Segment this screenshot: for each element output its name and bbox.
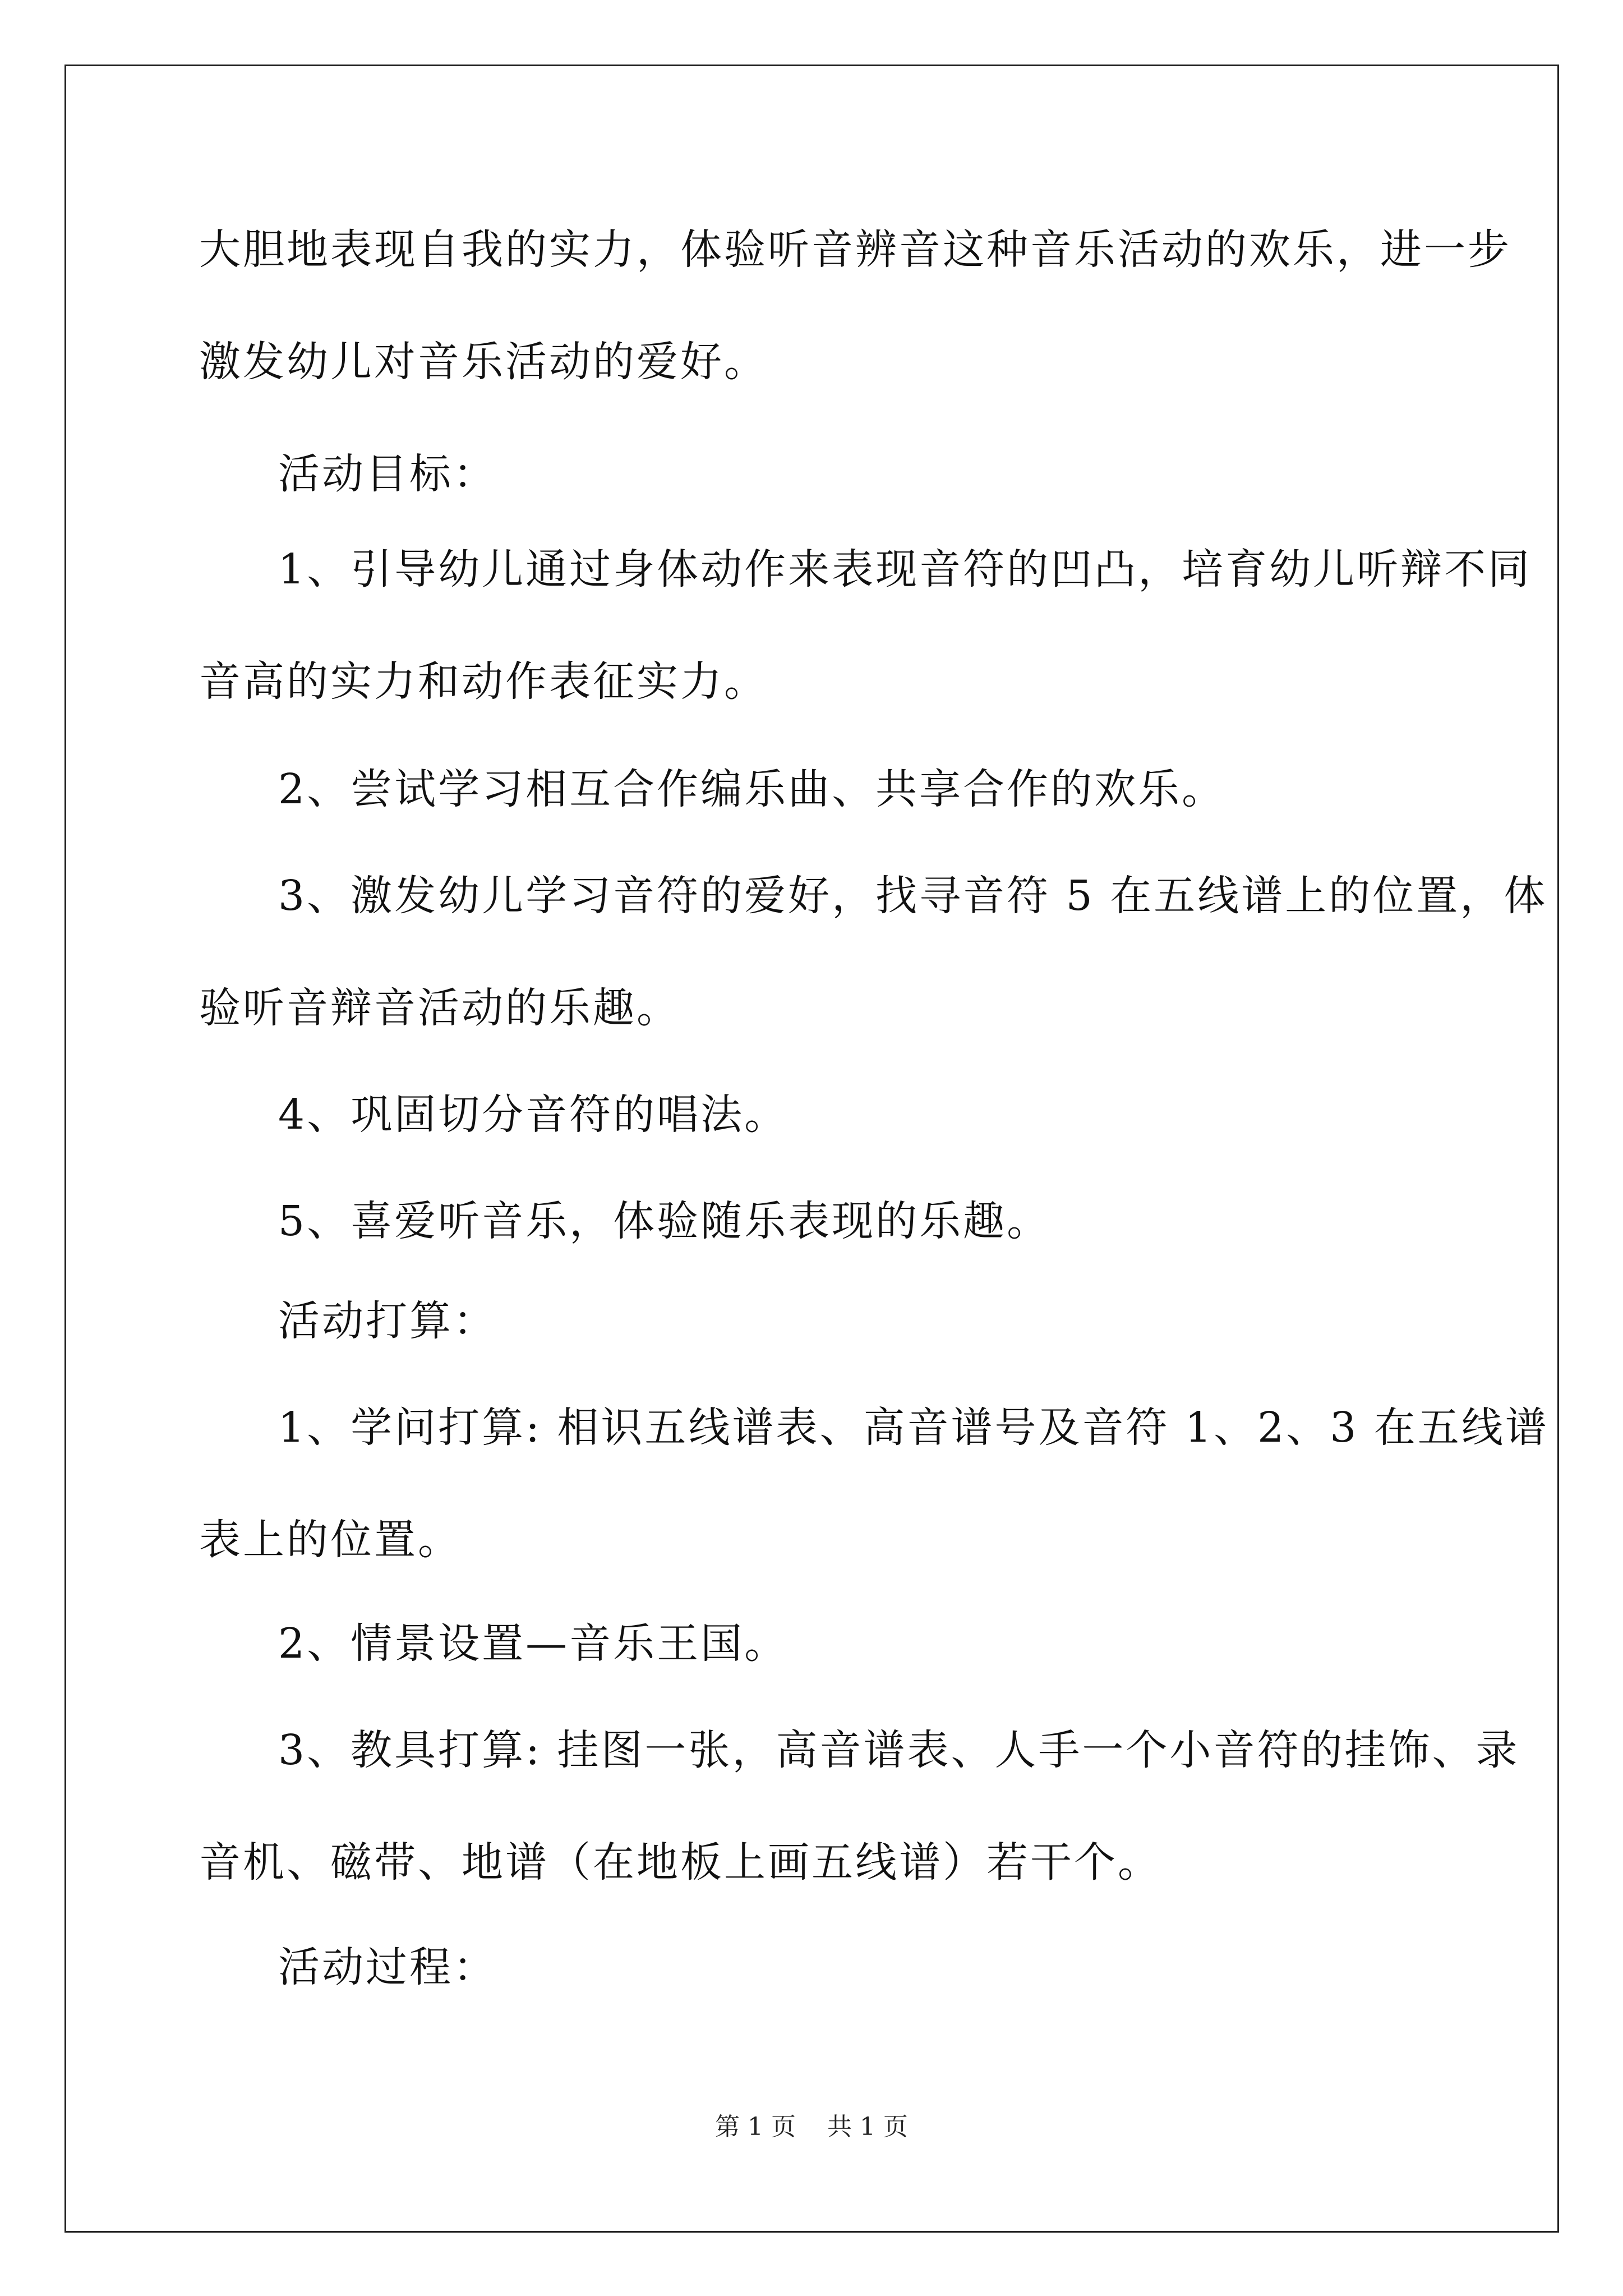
list-item-continuation: 验听音辩音活动的乐趣。	[199, 984, 680, 1032]
list-item: 2、情景设置—音乐王国。	[278, 1619, 789, 1668]
list-item-continuation: 表上的位置。	[199, 1516, 462, 1564]
list-item: 2、尝试学习相互合作编乐曲、共享合作的欢乐。	[278, 765, 1226, 813]
section-heading: 活动目标：	[278, 450, 497, 498]
list-item: 1、引导幼儿通过身体动作来表现音符的凹凸，培育幼儿听辩不同	[278, 545, 1532, 593]
section-heading: 活动过程：	[278, 1943, 497, 1991]
list-item: 3、激发幼儿学习音符的爱好，找寻音符 5 在五线谱上的位置，体	[278, 872, 1548, 920]
list-item: 1、学问打算: 相识五线谱表、高音谱号及音符 1、2、3 在五线谱	[278, 1404, 1549, 1452]
section-heading: 活动打算：	[278, 1297, 497, 1345]
list-item: 3、教具打算: 挂图一张，高音谱表、人手一个小音符的挂饰、录	[278, 1726, 1520, 1774]
paragraph-line: 激发幼儿对音乐活动的爱好。	[199, 338, 768, 386]
list-item-continuation: 音高的实力和动作表征实力。	[199, 657, 768, 706]
paragraph-line: 大胆地表现自我的实力，体验听音辨音这种音乐活动的欢乐，进一步	[199, 226, 1511, 274]
page-footer: 第 1 页 共 1 页	[715, 2113, 908, 2141]
list-item: 5、喜爱听音乐，体验随乐表现的乐趣。	[278, 1197, 1051, 1245]
list-item-continuation: 音机、磁带、地谱（在地板上画五线谱）若干个。	[199, 1838, 1161, 1887]
list-item: 4、巩固切分音符的唱法。	[278, 1091, 789, 1139]
page-border	[64, 65, 1559, 2233]
